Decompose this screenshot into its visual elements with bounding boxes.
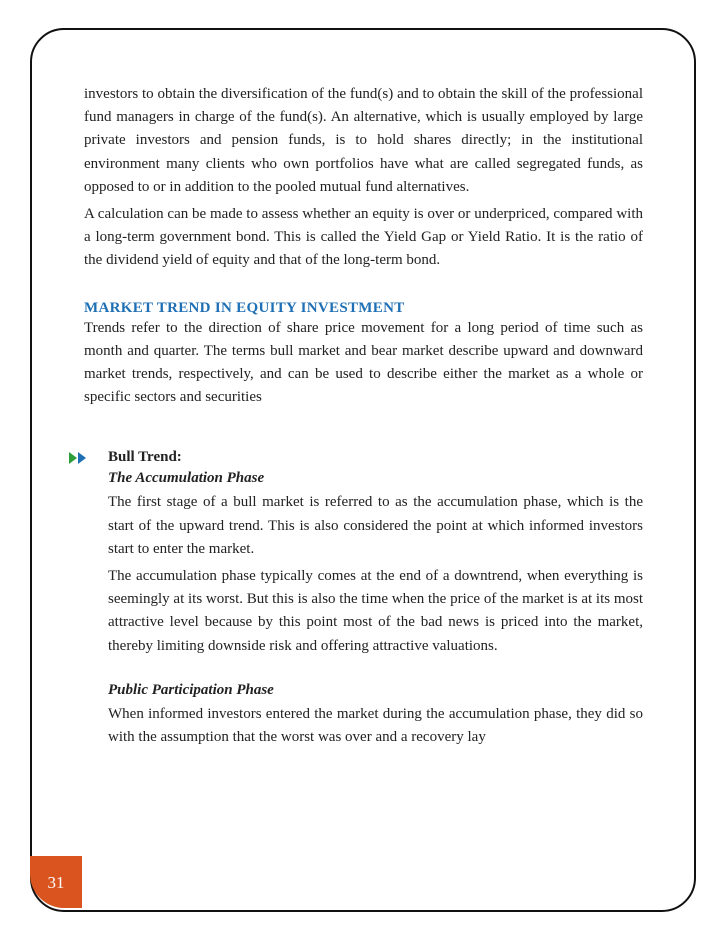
bull-trend-bullet [84,449,643,466]
page-content [84,83,643,749]
paragraph-accumulation-2: The accumulation phase typically comes at the end of a downtrend, when everything is seemingly at its worst. But this is also the time when the price of the market is at its most attractive level because by this point most of the bad news is priced into the market, thereby limiting downside risk and offering attractive valuations. [108,568,643,654]
page-number: 31 [47,873,65,892]
public-participation-title: Public Participation Phase [108,681,274,698]
double-arrow-icon [69,452,89,464]
paragraph-trends: Trends refer to the direction of share price movement for a long period of time such as month and quarter. The terms bull market and bear market describe upward and downward market trends, respectively, and can be used to describe either the market as a whole or specific sectors and securities [84,319,643,406]
paragraph-diversification: investors to obtain the diversification of the fund(s) and to obtain the skill of the professional fund managers in charge of the fund(s). An alternative, which is usually employed by large private investors and pension funds, is to hold shares directly; in the institutional environment many clients who own portfolios have what are called segregated funds, as opposed to or in addition to the pooled mutual fund alternatives. [84,86,643,195]
paragraph-yield-gap: A calculation can be made to assess whether an equity is over or underpriced, compared with a long-term government bond. This is called the Yield Gap or Yield Ratio. It is the ratio of the dividend yield of equity and that of the long-term bond. [84,206,643,269]
bull-trend-label: Bull Trend: [108,449,182,466]
accumulation-phase-title: The Accumulation Phase [108,470,265,487]
section-heading: MARKET TREND IN EQUITY INVESTMENT [84,299,405,316]
paragraph-public-participation: When informed investors entered the market during the accumulation phase, they did so with the assumption that the worst was over and a recovery lay [108,705,643,746]
paragraph-accumulation-1: The first stage of a bull market is referred to as the accumulation phase, which is the start of the upward trend. This is also considered the point at which informed investors start to enter the market. [108,494,643,557]
